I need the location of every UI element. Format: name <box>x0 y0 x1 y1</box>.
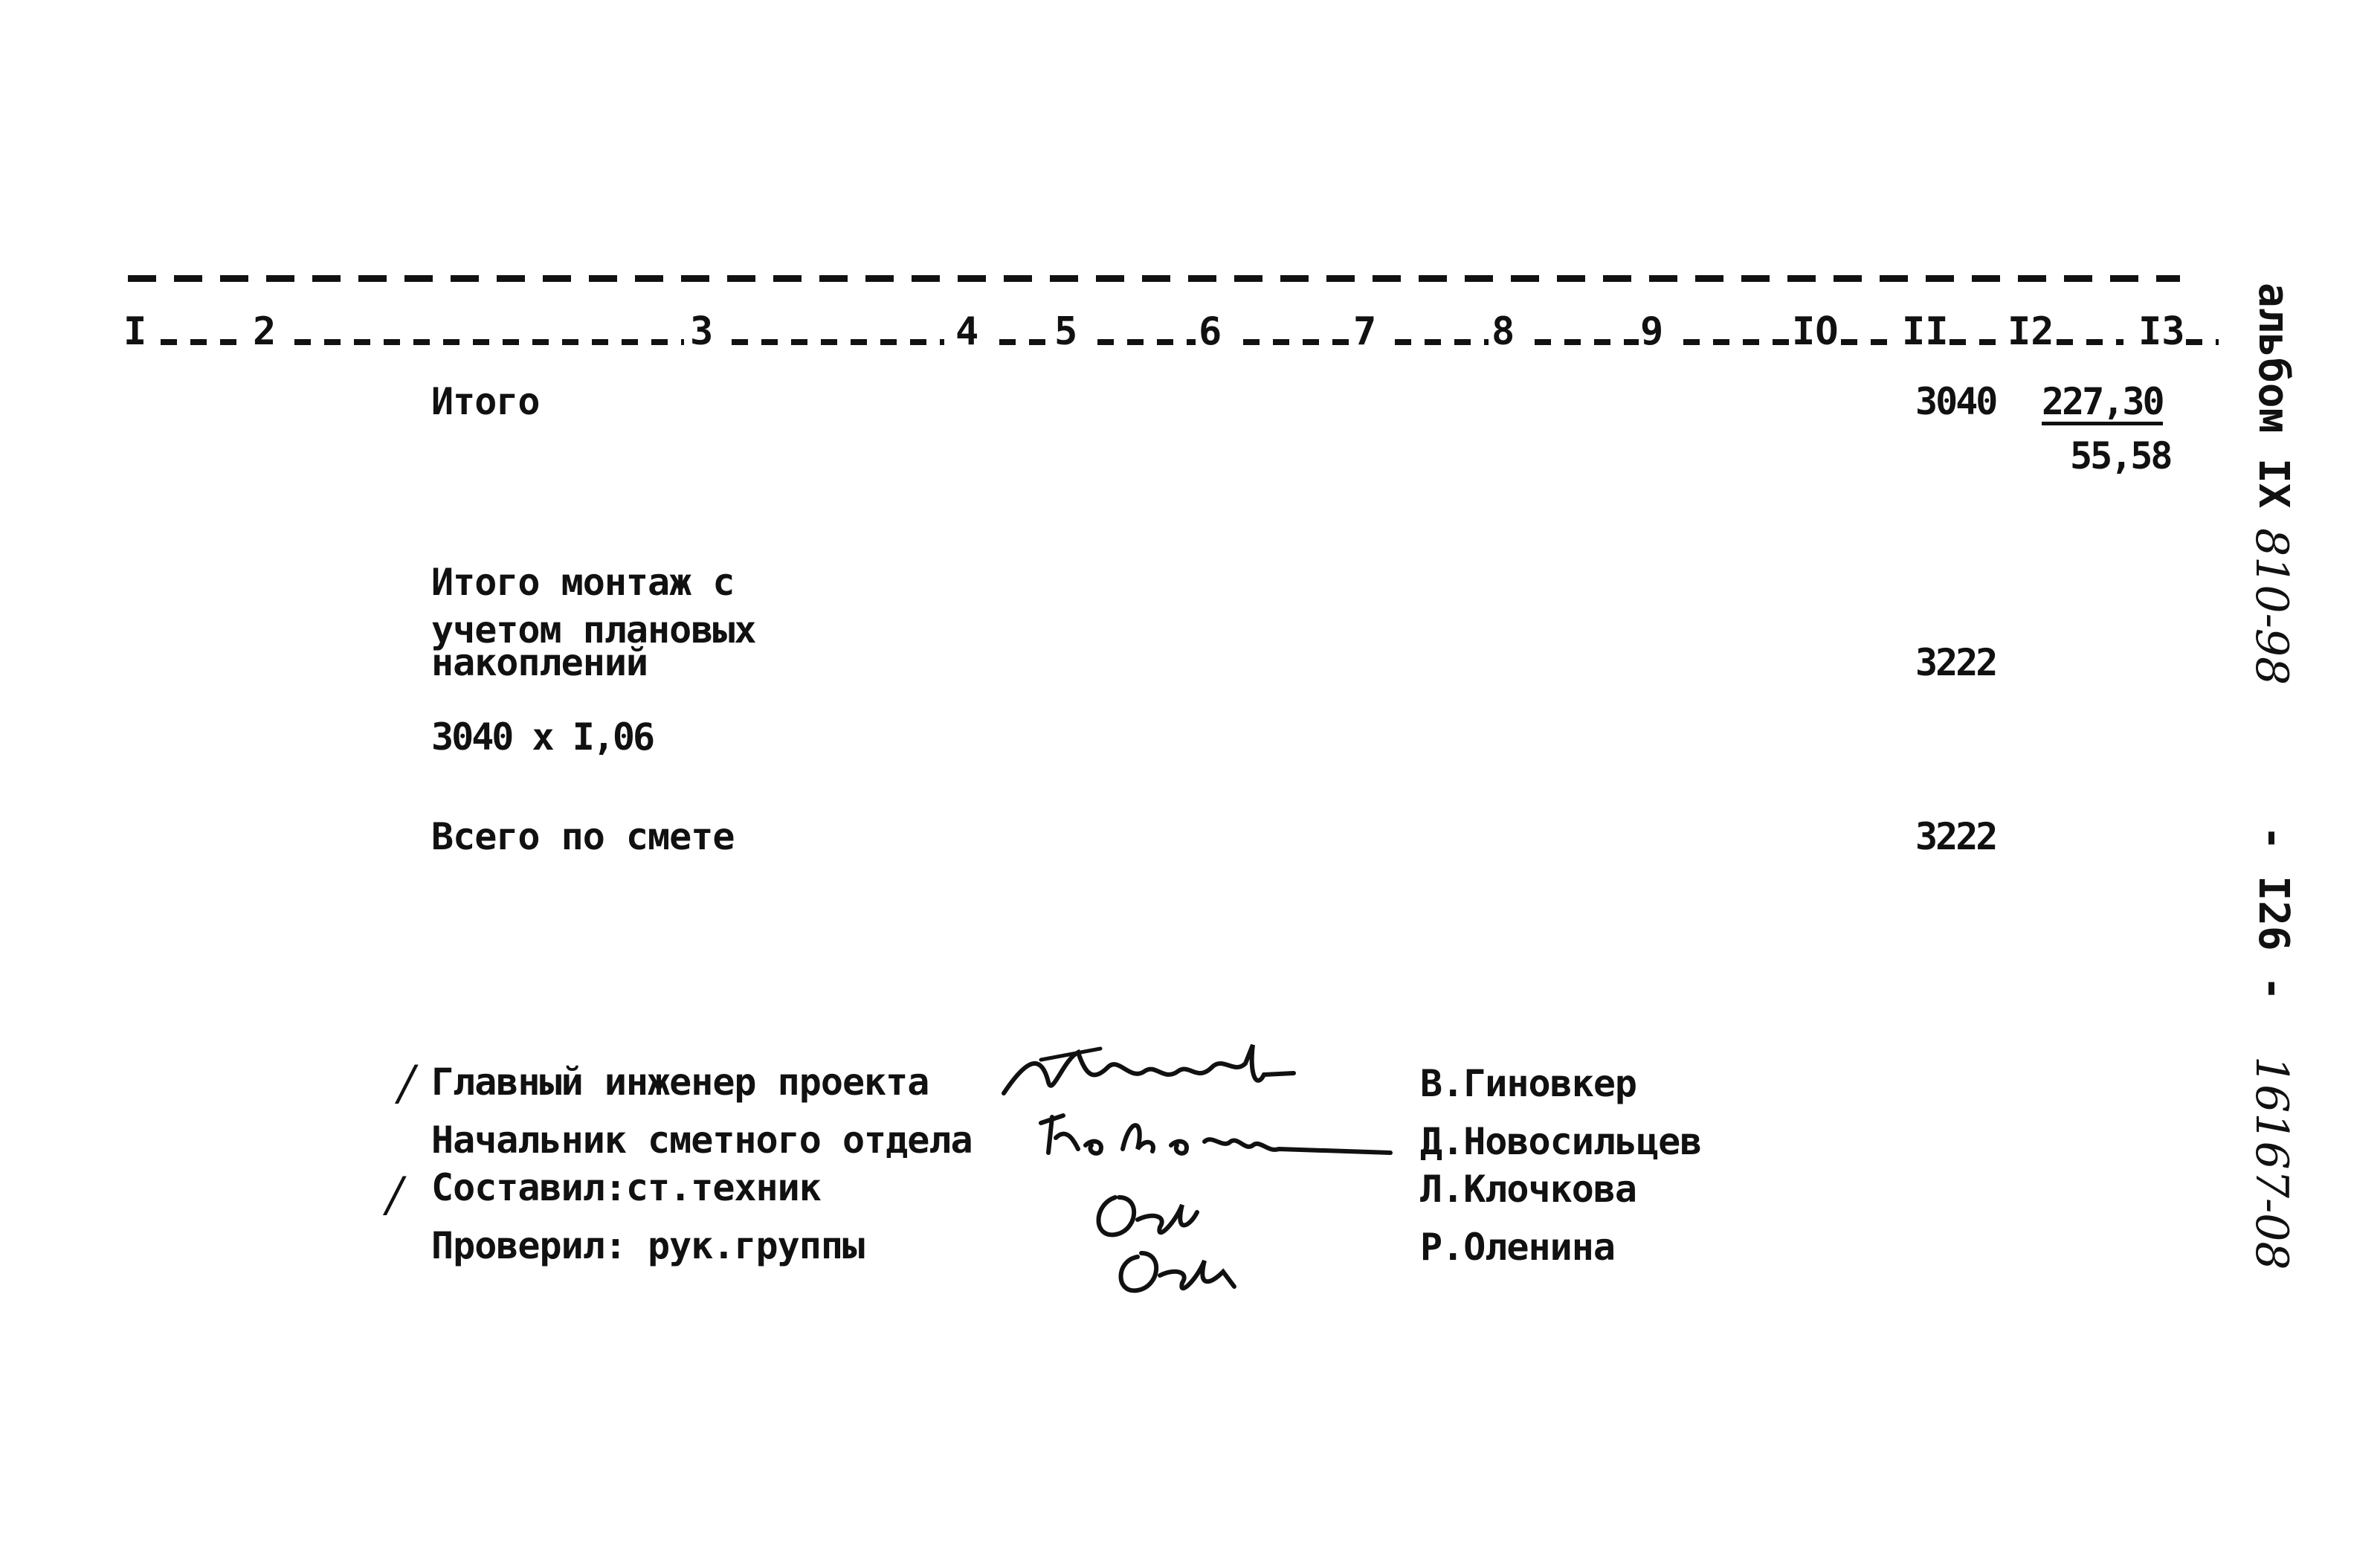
margin-code-top: 810-98 <box>2245 528 2297 686</box>
row-montazh-line1: Итого монтаж с <box>431 561 735 604</box>
row-itogo-col13-top: 227,30 <box>2042 383 2163 425</box>
column-number: 5 <box>1054 309 1078 354</box>
column-connector <box>1243 339 1350 345</box>
handwritten-signature-3 <box>1086 1175 1279 1309</box>
margin-slash-mark: / <box>387 1168 403 1223</box>
column-number: 2 <box>253 309 277 354</box>
margin-slash-mark: / <box>399 1056 415 1111</box>
column-connector <box>1841 339 1896 345</box>
column-number: I <box>123 309 147 354</box>
signature-role-checker: Проверил: рук.группы <box>431 1224 865 1267</box>
column-number: II <box>1902 309 1949 354</box>
handwritten-signature-2 <box>1033 1108 1405 1168</box>
row-itogo-label: Итого <box>431 380 540 423</box>
column-number: 4 <box>955 309 979 354</box>
column-connector <box>2057 339 2123 345</box>
column-connector <box>2186 339 2219 345</box>
column-number: I2 <box>2007 309 2054 354</box>
column-number: 7 <box>1353 309 1377 354</box>
column-number: 3 <box>690 309 714 354</box>
margin-page-number: - I26 - <box>2249 826 2297 1002</box>
signature-role-estimate-head: Начальник сметного отдела <box>431 1119 973 1162</box>
column-connector <box>1097 339 1196 345</box>
signature-name-klochkova: Л.Клочкова <box>1420 1168 1637 1211</box>
row-formula: 3040 х I,06 <box>431 715 654 759</box>
row-vsego-col12: 3222 <box>1915 815 1996 858</box>
column-connector <box>1950 339 2003 345</box>
margin-album-label: альбом IX <box>2249 283 2297 509</box>
margin-annotation-column <box>2223 283 2312 1324</box>
column-number: 6 <box>1199 309 1222 354</box>
column-connector <box>1395 339 1489 345</box>
row-itogo-col12: 3040 <box>1915 380 1996 423</box>
row-montazh-col12: 3222 <box>1915 641 1996 684</box>
column-connector <box>999 339 1050 345</box>
column-connector <box>1683 339 1789 345</box>
column-number: I3 <box>2138 309 2185 354</box>
margin-code-bottom: 16167-08 <box>2245 1056 2297 1270</box>
handwritten-signature-1 <box>996 1030 1338 1112</box>
column-number: IO <box>1792 309 1839 354</box>
column-number-row <box>119 309 2201 357</box>
column-connector <box>1535 339 1639 345</box>
column-number: 9 <box>1640 309 1664 354</box>
signature-name-ginovker: В.Гиновкер <box>1420 1062 1637 1105</box>
signature-name-olenina: Р.Оленина <box>1420 1226 1615 1269</box>
row-montazh-line3: накоплений <box>431 641 648 684</box>
column-connector <box>161 339 242 345</box>
header-dashed-rule <box>128 275 2180 282</box>
column-connector <box>732 339 944 345</box>
signature-role-compiler: Составил:ст.техник <box>431 1166 821 1209</box>
row-itogo-col13-bottom: 55,58 <box>2070 434 2171 477</box>
signature-role-chief-engineer: Главный инженер проекта <box>431 1061 929 1104</box>
column-connector <box>294 339 684 345</box>
signature-name-novosiltsev: Д.Новосильцев <box>1420 1120 1702 1163</box>
row-vsego-label: Всего по смете <box>431 815 735 858</box>
row-montazh-line2: учетом плановых <box>431 608 756 651</box>
column-number: 8 <box>1491 309 1515 354</box>
